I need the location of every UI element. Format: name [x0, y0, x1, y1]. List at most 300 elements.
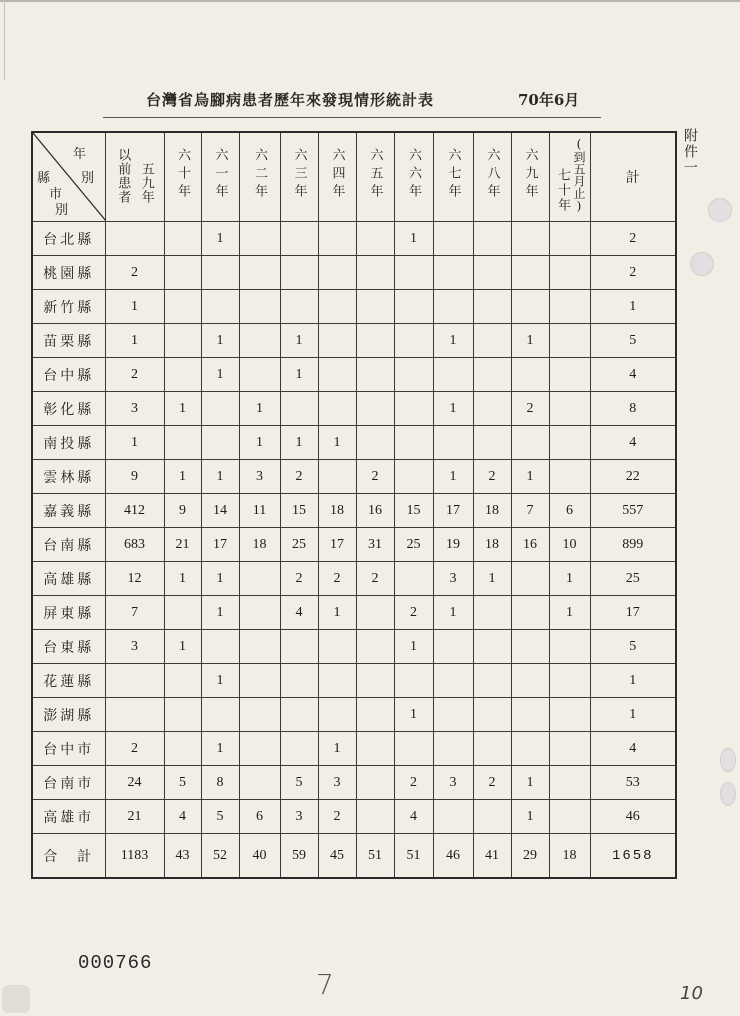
value-cell	[201, 426, 239, 460]
row-label: 南投縣	[32, 426, 105, 460]
col-header-67	[433, 132, 473, 222]
value-cell	[164, 426, 201, 460]
row-label: 台南市	[32, 766, 105, 800]
value-cell	[511, 256, 549, 290]
value-cell: 3	[433, 562, 473, 596]
value-cell	[394, 358, 433, 392]
value-cell	[473, 800, 511, 834]
value-cell: 4	[394, 800, 433, 834]
value-cell	[356, 630, 394, 664]
value-cell	[239, 732, 280, 766]
value-cell: 1	[164, 562, 201, 596]
value-cell	[549, 392, 590, 426]
row-total-cell: 53	[590, 766, 676, 800]
value-cell	[201, 290, 239, 324]
row-total-cell: 1	[590, 290, 676, 324]
row-total-cell: 899	[590, 528, 676, 562]
value-cell: 1	[318, 732, 356, 766]
value-cell: 412	[105, 494, 164, 528]
col-label: 計	[625, 170, 640, 186]
value-cell: 40	[239, 834, 280, 879]
punch-hole-icon	[720, 748, 736, 772]
value-cell	[473, 324, 511, 358]
row-label: 新竹縣	[32, 290, 105, 324]
value-cell	[356, 664, 394, 698]
row-label: 雲林縣	[32, 460, 105, 494]
col-label: 六八年	[484, 148, 500, 202]
handwritten-page-number: 7	[316, 968, 334, 1001]
value-cell	[280, 664, 318, 698]
value-cell: 2	[394, 766, 433, 800]
value-cell	[239, 324, 280, 358]
value-cell	[511, 732, 549, 766]
value-cell: 17	[201, 528, 239, 562]
table-row	[32, 256, 676, 290]
value-cell	[473, 596, 511, 630]
value-cell	[394, 732, 433, 766]
value-cell: 2	[105, 732, 164, 766]
row-label: 苗栗縣	[32, 324, 105, 358]
value-cell	[318, 324, 356, 358]
value-cell: 1	[164, 392, 201, 426]
value-cell: 25	[280, 528, 318, 562]
value-cell	[473, 256, 511, 290]
value-cell	[433, 290, 473, 324]
value-cell	[356, 222, 394, 256]
value-cell: 1	[164, 630, 201, 664]
table-row	[32, 392, 676, 426]
value-cell	[318, 664, 356, 698]
row-label: 高雄市	[32, 800, 105, 834]
value-cell: 1	[511, 460, 549, 494]
value-cell: 18	[239, 528, 280, 562]
page-edge	[0, 0, 740, 2]
table-row	[32, 426, 676, 460]
value-cell: 31	[356, 528, 394, 562]
value-cell: 3	[105, 630, 164, 664]
value-cell: 1	[201, 596, 239, 630]
value-cell	[433, 358, 473, 392]
attachment-label-text: 附件一	[682, 128, 698, 176]
row-label: 高雄縣	[32, 562, 105, 596]
value-cell	[549, 664, 590, 698]
value-cell: 41	[473, 834, 511, 879]
row-label: 台南縣	[32, 528, 105, 562]
value-cell: 3	[433, 766, 473, 800]
value-cell	[511, 664, 549, 698]
header-row	[32, 132, 676, 222]
punch-hole-icon	[720, 782, 736, 806]
value-cell: 18	[473, 494, 511, 528]
value-cell	[473, 222, 511, 256]
value-cell: 5	[164, 766, 201, 800]
value-cell: 4	[280, 596, 318, 630]
value-cell	[549, 324, 590, 358]
row-label: 台中縣	[32, 358, 105, 392]
row-label: 彰化縣	[32, 392, 105, 426]
col-label-a: 以前患者	[115, 148, 131, 204]
col-header-70	[549, 132, 590, 222]
corner-bie-label: 別	[81, 171, 95, 186]
value-cell	[239, 222, 280, 256]
value-cell	[549, 460, 590, 494]
value-cell: 1	[511, 324, 549, 358]
value-cell: 52	[201, 834, 239, 879]
col-label: 六四年	[329, 148, 345, 202]
value-cell	[239, 562, 280, 596]
corner-city-label: 市	[49, 187, 63, 202]
value-cell	[239, 766, 280, 800]
value-cell: 1	[105, 426, 164, 460]
value-cell: 17	[433, 494, 473, 528]
value-cell: 1183	[105, 834, 164, 879]
col-label: 六七年	[445, 148, 461, 202]
value-cell: 21	[164, 528, 201, 562]
total-row	[32, 834, 676, 879]
value-cell: 2	[473, 766, 511, 800]
table-row	[32, 528, 676, 562]
row-total-cell: 8	[590, 392, 676, 426]
stamp-icon	[2, 985, 30, 1013]
value-cell: 6	[239, 800, 280, 834]
value-cell: 1	[201, 664, 239, 698]
value-cell	[164, 664, 201, 698]
punch-hole-icon	[690, 252, 714, 276]
value-cell	[280, 698, 318, 732]
value-cell	[433, 800, 473, 834]
table-row	[32, 698, 676, 732]
value-cell	[394, 460, 433, 494]
value-cell: 1	[105, 290, 164, 324]
value-cell: 18	[318, 494, 356, 528]
value-cell	[356, 732, 394, 766]
value-cell	[164, 324, 201, 358]
value-cell: 3	[105, 392, 164, 426]
row-label: 屏東縣	[32, 596, 105, 630]
value-cell	[511, 222, 549, 256]
value-cell: 2	[394, 596, 433, 630]
value-cell	[105, 698, 164, 732]
table-row	[32, 596, 676, 630]
value-cell	[201, 392, 239, 426]
document-date: 70年6月	[518, 91, 580, 109]
value-cell: 15	[280, 494, 318, 528]
value-cell	[549, 630, 590, 664]
col-label: 六三年	[291, 148, 307, 202]
value-cell: 1	[473, 562, 511, 596]
page-edge-left	[4, 0, 5, 80]
title-underline	[103, 117, 601, 118]
col-header-total	[590, 132, 676, 222]
value-cell: 3	[318, 766, 356, 800]
value-cell	[394, 664, 433, 698]
value-cell	[511, 562, 549, 596]
value-cell	[356, 290, 394, 324]
value-cell	[356, 596, 394, 630]
value-cell	[473, 630, 511, 664]
value-cell	[511, 596, 549, 630]
col-header-63	[280, 132, 318, 222]
value-cell: 683	[105, 528, 164, 562]
value-cell	[239, 358, 280, 392]
row-label: 台中市	[32, 732, 105, 766]
value-cell	[511, 630, 549, 664]
document-number: 000766	[78, 952, 153, 974]
value-cell: 12	[105, 562, 164, 596]
value-cell	[433, 256, 473, 290]
value-cell	[356, 426, 394, 460]
row-label: 合 計	[32, 834, 105, 879]
value-cell: 17	[318, 528, 356, 562]
value-cell	[549, 698, 590, 732]
row-total-cell: 1	[590, 664, 676, 698]
value-cell: 8	[201, 766, 239, 800]
attachment-label	[680, 128, 696, 182]
value-cell: 1	[394, 630, 433, 664]
row-label: 台北縣	[32, 222, 105, 256]
col-label: 六九年	[522, 148, 538, 202]
statistics-table	[31, 131, 677, 879]
value-cell	[280, 256, 318, 290]
document-title: 台灣省烏腳病患者歷年來發現情形統計表	[146, 91, 435, 109]
value-cell: 21	[105, 800, 164, 834]
value-cell	[318, 290, 356, 324]
value-cell: 43	[164, 834, 201, 879]
value-cell: 4	[164, 800, 201, 834]
table-row	[32, 664, 676, 698]
value-cell: 16	[356, 494, 394, 528]
value-cell	[164, 222, 201, 256]
value-cell	[318, 698, 356, 732]
row-total-cell: 2	[590, 222, 676, 256]
value-cell	[280, 732, 318, 766]
table-row	[32, 222, 676, 256]
value-cell	[239, 664, 280, 698]
value-cell: 1	[201, 460, 239, 494]
value-cell: 1	[318, 426, 356, 460]
value-cell	[280, 392, 318, 426]
value-cell	[356, 358, 394, 392]
row-total-cell: 557	[590, 494, 676, 528]
col-note: (到五月止)	[572, 137, 586, 213]
value-cell	[239, 290, 280, 324]
value-cell	[549, 222, 590, 256]
row-total-cell: 22	[590, 460, 676, 494]
value-cell	[473, 698, 511, 732]
value-cell	[549, 732, 590, 766]
value-cell: 18	[473, 528, 511, 562]
value-cell: 25	[394, 528, 433, 562]
value-cell	[105, 664, 164, 698]
value-cell: 2	[105, 358, 164, 392]
value-cell: 1	[394, 698, 433, 732]
value-cell: 15	[394, 494, 433, 528]
value-cell: 2	[318, 800, 356, 834]
value-cell: 1	[201, 732, 239, 766]
value-cell: 7	[511, 494, 549, 528]
value-cell: 1	[239, 426, 280, 460]
value-cell	[356, 698, 394, 732]
value-cell	[280, 630, 318, 664]
value-cell: 1	[164, 460, 201, 494]
corner-year-label: 年	[73, 147, 87, 162]
value-cell	[356, 800, 394, 834]
col-label-b: 五九年	[138, 162, 154, 204]
value-cell	[201, 256, 239, 290]
corner-bie-label-2: 別	[55, 203, 69, 218]
col-label: 六十年	[175, 148, 190, 202]
col-label: 六五年	[367, 148, 383, 202]
value-cell	[318, 630, 356, 664]
value-cell: 5	[201, 800, 239, 834]
value-cell: 1	[549, 596, 590, 630]
value-cell	[356, 324, 394, 358]
value-cell: 5	[280, 766, 318, 800]
value-cell	[511, 290, 549, 324]
value-cell: 3	[280, 800, 318, 834]
value-cell	[201, 630, 239, 664]
value-cell	[511, 426, 549, 460]
row-total-cell: 1	[590, 698, 676, 732]
value-cell: 1	[318, 596, 356, 630]
value-cell: 1	[280, 324, 318, 358]
col-header-65	[356, 132, 394, 222]
value-cell: 45	[318, 834, 356, 879]
value-cell: 1	[201, 358, 239, 392]
value-cell: 2	[511, 392, 549, 426]
value-cell	[511, 358, 549, 392]
value-cell: 1	[549, 562, 590, 596]
value-cell	[239, 596, 280, 630]
value-cell	[164, 732, 201, 766]
corner-county-label: 縣	[37, 171, 51, 186]
table-row	[32, 324, 676, 358]
value-cell: 29	[511, 834, 549, 879]
value-cell	[201, 698, 239, 732]
row-total-cell: 2	[590, 256, 676, 290]
value-cell	[239, 630, 280, 664]
row-total-cell: 4	[590, 732, 676, 766]
col-header-69	[511, 132, 549, 222]
value-cell: 1	[433, 324, 473, 358]
value-cell	[164, 290, 201, 324]
value-cell	[394, 290, 433, 324]
value-cell	[511, 698, 549, 732]
table-row	[32, 732, 676, 766]
col-header-64	[318, 132, 356, 222]
value-cell: 1	[433, 460, 473, 494]
col-header-before59	[105, 132, 164, 222]
value-cell	[394, 562, 433, 596]
value-cell	[549, 358, 590, 392]
value-cell: 1	[433, 596, 473, 630]
value-cell: 3	[239, 460, 280, 494]
value-cell	[433, 732, 473, 766]
col-label: 六六年	[406, 148, 421, 202]
value-cell	[433, 664, 473, 698]
row-label: 嘉義縣	[32, 494, 105, 528]
value-cell: 6	[549, 494, 590, 528]
value-cell	[549, 256, 590, 290]
table-row	[32, 494, 676, 528]
row-total-cell: 4	[590, 426, 676, 460]
value-cell	[433, 222, 473, 256]
row-total-cell: 46	[590, 800, 676, 834]
value-cell	[280, 222, 318, 256]
col-label: 七十年	[555, 168, 570, 213]
col-label: 六二年	[252, 148, 267, 202]
value-cell	[433, 426, 473, 460]
value-cell	[164, 698, 201, 732]
value-cell: 51	[394, 834, 433, 879]
value-cell: 2	[356, 562, 394, 596]
value-cell	[473, 358, 511, 392]
table-row	[32, 290, 676, 324]
value-cell: 14	[201, 494, 239, 528]
row-total-cell: 17	[590, 596, 676, 630]
value-cell	[356, 392, 394, 426]
row-label: 花蓮縣	[32, 664, 105, 698]
col-header-66	[394, 132, 433, 222]
value-cell: 1	[511, 766, 549, 800]
value-cell	[164, 256, 201, 290]
col-header-61	[201, 132, 239, 222]
value-cell	[318, 460, 356, 494]
col-header-60	[164, 132, 201, 222]
value-cell: 9	[105, 460, 164, 494]
table-row	[32, 358, 676, 392]
value-cell	[394, 324, 433, 358]
value-cell: 2	[105, 256, 164, 290]
value-cell: 51	[356, 834, 394, 879]
value-cell	[318, 392, 356, 426]
value-cell	[164, 596, 201, 630]
value-cell	[239, 698, 280, 732]
table-row	[32, 562, 676, 596]
punch-hole-icon	[708, 198, 732, 222]
row-total-cell: 1658	[590, 834, 676, 879]
value-cell	[318, 222, 356, 256]
value-cell: 2	[280, 562, 318, 596]
value-cell	[549, 290, 590, 324]
value-cell	[549, 426, 590, 460]
value-cell: 1	[280, 358, 318, 392]
value-cell	[433, 630, 473, 664]
value-cell	[433, 698, 473, 732]
value-cell	[394, 256, 433, 290]
row-label: 台東縣	[32, 630, 105, 664]
value-cell	[473, 290, 511, 324]
value-cell: 2	[356, 460, 394, 494]
value-cell	[473, 732, 511, 766]
value-cell	[356, 766, 394, 800]
value-cell: 2	[318, 562, 356, 596]
value-cell: 1	[201, 562, 239, 596]
value-cell	[394, 392, 433, 426]
row-total-cell: 25	[590, 562, 676, 596]
value-cell	[473, 664, 511, 698]
value-cell: 1	[433, 392, 473, 426]
col-label: 六一年	[212, 148, 228, 202]
row-label: 澎湖縣	[32, 698, 105, 732]
value-cell	[105, 222, 164, 256]
value-cell	[318, 256, 356, 290]
table-row	[32, 800, 676, 834]
value-cell: 1	[511, 800, 549, 834]
col-header-62	[239, 132, 280, 222]
col-header-68	[473, 132, 511, 222]
value-cell: 1	[239, 392, 280, 426]
